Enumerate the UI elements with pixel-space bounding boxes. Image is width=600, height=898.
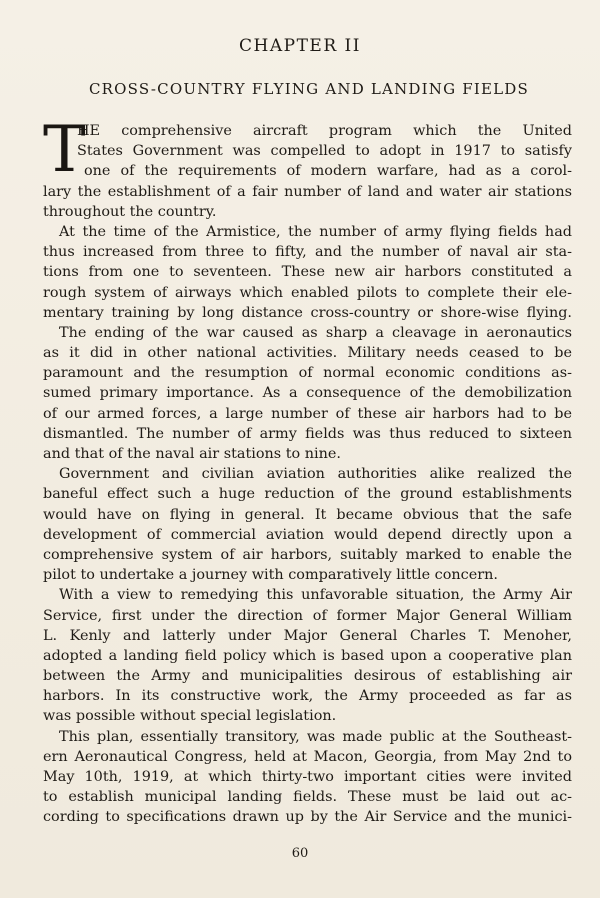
paragraph-line: cording to specifications drawn up by the Air Service and the munici- xyxy=(43,809,572,826)
paragraph-line: The ending of the war caused as sharp a cleavage in aeronautics xyxy=(59,324,572,341)
paragraph-line: development of commercial aviation would depend directly upon a xyxy=(43,526,572,543)
drop-cap: T xyxy=(43,113,86,187)
body-text xyxy=(43,113,572,828)
paragraph-line: as it did in other national activities. Military needs ceased to be xyxy=(43,345,572,362)
paragraph-line: to establish municipal landing fields. These must be laid out ac- xyxy=(43,789,572,806)
paragraph-line: adopted a landing field policy which is based upon a cooperative plan xyxy=(43,647,572,664)
chapter-label: CHAPTER II xyxy=(239,36,361,56)
paragraph-2 xyxy=(43,222,572,323)
page-number: 60 xyxy=(291,846,309,861)
paragraph-line: At the time of the Armistice, the number of army flying fields had xyxy=(59,223,572,240)
paragraph-5 xyxy=(43,585,572,726)
paragraph-line: paramount and the resumption of normal economic conditions as- xyxy=(43,365,572,382)
paragraph-line: baneful effect such a huge reduction of the ground establishments xyxy=(43,486,572,503)
paragraph-line: rough system of airways which enabled pilots to complete their ele- xyxy=(43,284,572,301)
paragraph-line: thus increased from three to fifty, and the number of naval air sta- xyxy=(43,244,572,261)
paragraph-line: States Government was compelled to adopt in 1917 to satisfy xyxy=(77,143,572,160)
paragraph-line: sumed primary importance. As a consequence of the demobilization xyxy=(43,385,572,402)
paragraph-line: tions from one to seventeen. These new air harbors constituted a xyxy=(43,264,572,281)
chapter-title: CROSS-COUNTRY FLYING AND LANDING FIELDS xyxy=(89,80,529,98)
paragraph-line: would have on flying in general. It became obvious that the safe xyxy=(43,506,572,523)
paragraph-line: ern Aeronautical Congress, held at Macon, Georgia, from May 2nd to xyxy=(43,748,572,765)
paragraph-line: L. Kenly and latterly under Major General Charles T. Menoher, xyxy=(43,627,572,644)
paragraph-line: was possible without special legislation. xyxy=(43,708,337,725)
paragraph-line: between the Army and municipalities desirous of establishing air xyxy=(43,668,572,685)
paragraph-1 xyxy=(43,113,572,222)
paragraph-line: mentary training by long distance cross-country or shore-wise flying. xyxy=(43,304,572,321)
paragraph-line: one of the requirements of modern warfare, had as a corol- xyxy=(84,163,572,180)
paragraph-line: dismantled. The number of army fields was thus reduced to sixteen xyxy=(43,425,572,442)
paragraph-line: of our armed forces, a large number of these air harbors had to be xyxy=(43,405,572,422)
paragraph-line: lary the establishment of a fair number of land and water air stations xyxy=(43,183,572,200)
paragraph-3 xyxy=(43,323,572,464)
paragraph-line: pilot to undertake a journey with comparatively little concern. xyxy=(43,567,498,584)
paragraph-line: HE comprehensive aircraft program which the United xyxy=(77,123,572,139)
paragraph-line: May 10th, 1919, at which thirty-two important cities were invited xyxy=(43,769,572,785)
paragraph-4 xyxy=(43,464,572,585)
paragraph-line: This plan, essentially transitory, was made public at the Southeast- xyxy=(59,728,572,745)
paragraph-line: throughout the country. xyxy=(43,203,217,220)
paragraph-line: harbors. In its constructive work, the Army proceeded as far as xyxy=(43,688,572,705)
paragraph-line: Service, first under the direction of former Major General William xyxy=(43,607,572,624)
paragraph-line: and that of the naval air stations to nine. xyxy=(43,446,341,462)
paragraph-line: comprehensive system of air harbors, suitably marked to enable the xyxy=(43,546,572,563)
paragraph-line: With a view to remedying this unfavorable situation, the Army Air xyxy=(59,587,572,604)
paragraph-6 xyxy=(43,727,572,828)
paragraph-line: Government and civilian aviation authorities alike realized the xyxy=(59,466,572,483)
